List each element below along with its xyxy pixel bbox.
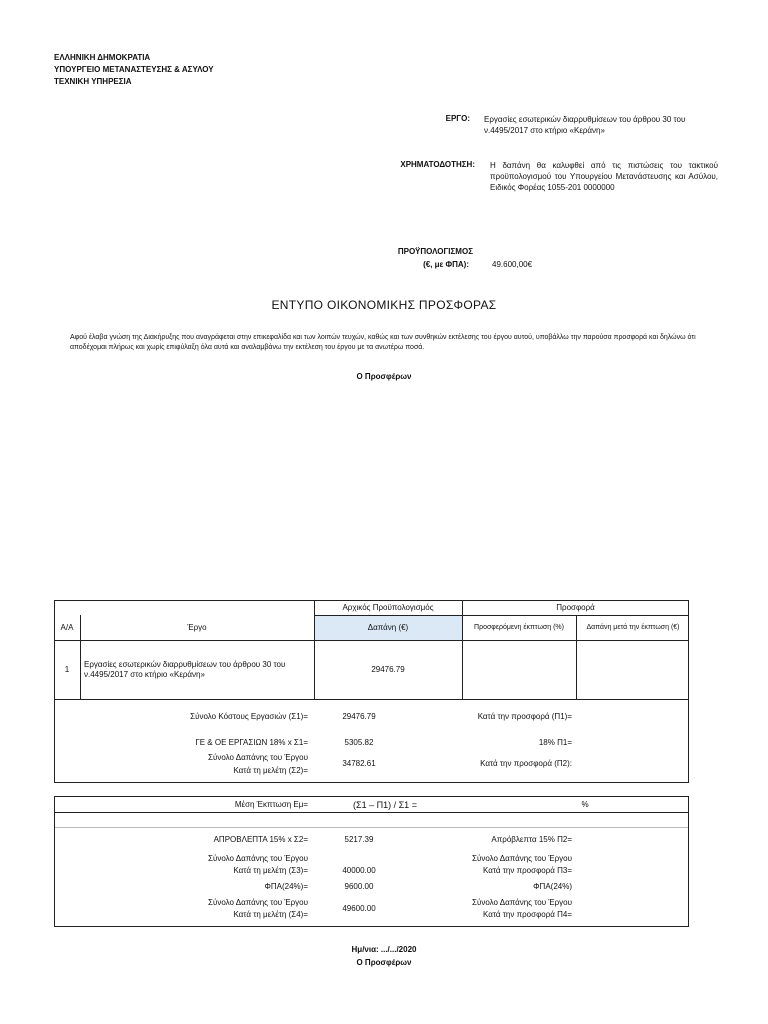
s4-offer-label-1: Σύνολο Δαπάνης του Έργου xyxy=(472,898,572,907)
vat-label: ΦΠΑ(24%)= xyxy=(264,881,308,891)
authority-header xyxy=(54,52,214,88)
vat-value: 9600.00 xyxy=(344,881,374,891)
avg-discount-formula: (Σ1 – Π1) / Σ1 = xyxy=(353,799,417,810)
footer-date: Ημ/νια: .../.../2020 xyxy=(351,945,417,954)
s4-offer-label-2: Κατά την προσφορά Π4= xyxy=(483,910,572,919)
funding-value: Η δαπάνη θα καλυφθεί από τις πιστώσεις του τακτικού προϋπολογισμού του Υπουργείου Μετανάστευσης και Ασύλου, Ειδικός Φορέας 1055-201 0000000 xyxy=(490,161,718,192)
budget-label-1: ΠΡΟΫΠΟΛΟΓΙΣΜΟΣ xyxy=(397,247,473,256)
s3-label-1: Σύνολο Δαπάνης του Έργου xyxy=(208,854,308,863)
header-line-2: ΥΠΟΥΡΓΕΙΟ ΜΕΤΑΝΑΣΤΕΥΣΗΣ & ΑΣΥΛΟΥ xyxy=(54,65,214,74)
budget-value: 49.600,00€ xyxy=(492,260,533,269)
rule xyxy=(576,615,577,700)
rule xyxy=(55,827,688,828)
intro-text: Αφού έλαβα γνώση της Διακήρυξης που αναγράφεται στην επικεφαλίδα και των λοιπών τευχών, καθώς και των συνθηκών εκτέλεσης του έργου αυτού, υποβάλλω την παρούσα προσφορά και δηλώνω ότι αποδέχομαι πλήρως και χωρίς επιφύλαξη όλα αυτά και αναλαμβάνω την εκτέλεση του έργου με τα ανωτέρω ποσά. xyxy=(70,334,696,351)
row-description: Εργασίες εσωτερικών διαρρυθμίσεων του άρθρου 30 του ν.4495/2017 στο κτήριο «Κεράνη» xyxy=(84,659,286,679)
unforeseen-value: 5217.39 xyxy=(344,835,374,844)
unforeseen-offer-label: Απρόβλεπτα 15% Π2= xyxy=(491,835,572,844)
ge-label: ΓΕ & ΟΕ ΕΡΓΑΣΙΩΝ 18% x Σ1= xyxy=(195,738,308,747)
s3-value: 40000.00 xyxy=(342,866,376,875)
group-budget-header: Αρχικός Προϋπολογισμός xyxy=(342,602,434,612)
sum-offer-label: Κατά την προσφορά (Π1)= xyxy=(477,712,572,721)
col-cost-header: Δαπάνη (€) xyxy=(367,622,409,632)
vat-offer-label: ΦΠΑ(24%) xyxy=(533,881,572,891)
total-label-2: Κατά τη μελέτη (Σ2)= xyxy=(233,766,308,775)
ge-offer-label: 18% Π1= xyxy=(538,738,572,747)
s4-label-2: Κατά τη μελέτη (Σ4)= xyxy=(233,910,308,919)
s4-label-1: Σύνολο Δαπάνης του Έργου xyxy=(208,898,308,907)
col-after-header: Δαπάνη μετά την έκπτωση (€) xyxy=(586,623,680,631)
avg-discount-percent: % xyxy=(581,799,589,809)
unforeseen-label: ΑΠΡΟΒΛΕΠΤΑ 15% x Σ2= xyxy=(213,835,308,844)
footer-bidder: Ο Προσφέρων xyxy=(356,958,412,967)
project-value: Εργασίες εσωτερικών διαρρυθμίσεων του άρθρου 30 του ν.4495/2017 στο κτήριο «Κεράνη» xyxy=(484,115,686,135)
total-label-1: Σύνολο Δαπάνης του Έργου xyxy=(208,753,308,762)
avg-discount-label: Μέση Έκπτωση Εμ= xyxy=(234,799,308,809)
s4-value: 49600.00 xyxy=(342,904,376,913)
funding-label: ΧΡΗΜΑΤΟΔΟΤΗΣΗ: xyxy=(400,160,475,169)
sum-value: 29476.79 xyxy=(342,712,376,721)
ge-value: 5305.82 xyxy=(344,738,374,747)
s3-label-2: Κατά τη μελέτη (Σ3)= xyxy=(233,866,308,875)
header-line-1: ΕΛΛΗΝΙΚΗ ΔΗΜΟΚΡΑΤΙΑ xyxy=(54,53,151,62)
rule xyxy=(54,699,689,700)
total-offer-label: Κατά την προσφορά (Π2): xyxy=(480,759,572,768)
s3-offer-label-2: Κατά την προσφορά Π3= xyxy=(483,866,572,875)
form-title: ΕΝΤΥΠΟ ΟΙΚΟΝΟΜΙΚΗΣ ΠΡΟΣΦΟΡΑΣ xyxy=(271,298,497,312)
budget-label-2: (€, με ΦΠΑ): xyxy=(423,260,469,269)
col-aa-header: Α/Α xyxy=(60,622,74,632)
bidder-label: Ο Προσφέρων xyxy=(356,372,412,381)
s3-offer-label-1: Σύνολο Δαπάνης του Έργου xyxy=(472,854,572,863)
col-discount-header: Προσφερόμενη έκπτωση (%) xyxy=(474,623,564,631)
col-project-header: Έργο xyxy=(187,622,207,632)
total-value: 34782.61 xyxy=(342,759,376,768)
sum-label: Σύνολο Κόστους Εργασιών (Σ1)= xyxy=(190,712,308,721)
group-offer-header: Προσφορά xyxy=(556,602,595,612)
header-line-3: ΤΕΧΝΙΚΗ ΥΠΗΡΕΣΙΑ xyxy=(54,77,132,86)
rule xyxy=(54,812,689,813)
row-cost: 29476.79 xyxy=(371,664,405,674)
rule xyxy=(462,600,463,700)
project-label: ΕΡΓΟ: xyxy=(445,114,470,123)
row-number: 1 xyxy=(64,664,70,674)
